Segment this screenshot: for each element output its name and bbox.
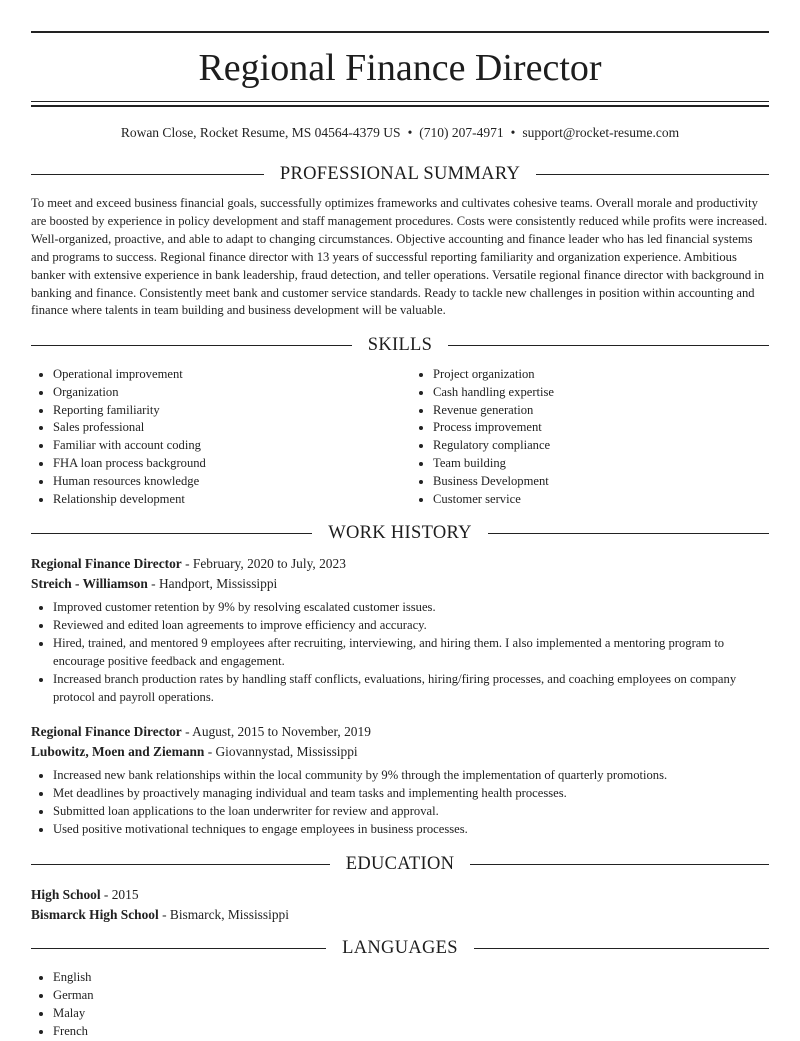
- section-header-education: [31, 853, 769, 875]
- education-year: - 2015: [100, 887, 139, 902]
- skills-column-right: [411, 366, 769, 508]
- contact-phone: (710) 207-4971: [419, 125, 504, 140]
- section-header-skills: [31, 334, 769, 356]
- skill-item: • Process improvement: [433, 419, 769, 437]
- job-bullets: [31, 767, 769, 839]
- section-rule-left: [31, 345, 352, 346]
- top-rule: [31, 31, 769, 33]
- job-bullets: [31, 599, 769, 706]
- languages-list: [31, 969, 94, 1041]
- job-title-line: [31, 722, 769, 742]
- skill-item: • FHA loan process background: [53, 455, 389, 473]
- resume-title: Regional Finance Director: [198, 47, 602, 89]
- skill-item: • Cash handling expertise: [433, 384, 769, 402]
- language-item: • German: [53, 987, 94, 1005]
- skills-list: [31, 366, 769, 508]
- job-location: - Giovannystad, Mississippi: [204, 743, 358, 759]
- section-title-languages: LANGUAGES: [342, 938, 458, 958]
- skill-item: • Organization: [53, 384, 389, 402]
- skill-item: • Regulatory compliance: [433, 437, 769, 455]
- skill-item: • Customer service: [433, 491, 769, 509]
- skill-item: • Project organization: [433, 366, 769, 384]
- section-rule-right: [536, 174, 769, 175]
- job-title: Regional Finance Director: [31, 556, 182, 571]
- job-bullet: • Used positive motivational techniques to engage employees in business processes.: [53, 821, 769, 839]
- skill-item: • Sales professional: [53, 419, 389, 437]
- language-item: • English: [53, 969, 94, 987]
- skill-item: • Relationship development: [53, 491, 389, 509]
- contact-separator: •: [510, 125, 516, 140]
- section-rule-right: [474, 948, 769, 949]
- job-entry: [31, 722, 769, 839]
- skill-item: • Human resources knowledge: [53, 473, 389, 491]
- job-company-line: [31, 574, 769, 594]
- education-location: - Bismarck, Mississippi: [158, 906, 289, 922]
- section-title-work: WORK HISTORY: [328, 523, 472, 543]
- skill-item: • Reporting familiarity: [53, 402, 389, 420]
- skill-item: • Business Development: [433, 473, 769, 491]
- contact-separator: •: [407, 125, 413, 140]
- skill-item: • Revenue generation: [433, 402, 769, 420]
- job-dates: - August, 2015 to November, 2019: [181, 724, 371, 739]
- job-bullet: • Reviewed and edited loan agreements to improve efficiency and accuracy.: [53, 617, 769, 635]
- skill-item: • Familiar with account coding: [53, 437, 389, 455]
- section-header-languages: [31, 937, 769, 959]
- job-bullet: • Improved customer retention by 9% by resolving escalated customer issues.: [53, 599, 769, 617]
- section-rule-right: [488, 533, 769, 534]
- job-company: Lubowitz, Moen and Ziemann: [31, 743, 205, 759]
- contact-email: support@rocket-resume.com: [522, 125, 680, 140]
- section-title-skills: SKILLS: [367, 335, 433, 355]
- job-bullet: • Increased branch production rates by handling staff conflicts, evaluations, hiring/firing processes, and coaching employees on company protocol and payroll operations.: [53, 671, 769, 707]
- section-header-work: [31, 522, 769, 544]
- section-rule-left: [31, 174, 264, 175]
- language-item: • Malay: [53, 1005, 94, 1023]
- job-bullet: • Increased new bank relationships within the local community by 9% through the implementation of quarterly promotions.: [53, 767, 769, 785]
- section-rule-right: [448, 345, 769, 346]
- job-entry: [31, 554, 769, 706]
- education-degree-line: [31, 885, 769, 905]
- education-school: Bismarck High School: [31, 906, 159, 922]
- contact-line: [31, 124, 769, 142]
- job-dates: - February, 2020 to July, 2023: [181, 556, 346, 571]
- education-school-line: [31, 905, 769, 925]
- job-company-line: [31, 742, 769, 762]
- skill-item: • Operational improvement: [53, 366, 389, 384]
- job-bullet: • Submitted loan applications to the loan underwriter for review and approval.: [53, 803, 769, 821]
- job-company: Streich - Williamson: [31, 575, 148, 591]
- section-title-education: EDUCATION: [345, 854, 455, 874]
- summary-text: To meet and exceed business financial goals, successfully optimizes frameworks and cultivates cohesive teams. Overall morale and productivity are boosted by experience in policy development and staff management procedures. Costs were consistently reduced while profits were increased. Well-organized, proactive, and able to adapt to changing circumstances. Objective accounting and finance leader who has led financial systems and programs to success. Regional finance director with 13 years of successful reporting familiarity and organization experience. Ambitious banker with extensive experience in bank leadership, fraud detection, and teller operations. Versatile regional finance director with background in banking and finance. Consistently meet bank and customer service standards. Ready to tackle new challenges in position within accounting and finance where talents in team building and business development will be valuable.: [31, 196, 768, 318]
- education-degree: High School: [31, 887, 101, 902]
- job-bullet: • Met deadlines by proactively managing individual and team tasks and implementing health processes.: [53, 785, 769, 803]
- title-rule-thin: [31, 101, 769, 102]
- section-rule-left: [31, 948, 326, 949]
- job-title: Regional Finance Director: [31, 724, 182, 739]
- title-rule-thick: [31, 105, 769, 107]
- job-location: - Handport, Mississippi: [147, 575, 278, 591]
- education-entry: [31, 885, 769, 924]
- job-title-line: [31, 554, 769, 574]
- section-header-summary: [31, 163, 769, 185]
- contact-address: Rowan Close, Rocket Resume, MS 04564-4379 US: [120, 125, 401, 140]
- section-rule-left: [31, 864, 330, 865]
- skills-column-left: [31, 366, 389, 508]
- job-bullet: • Hired, trained, and mentored 9 employees after recruiting, interviewing, and hiring them. I also implemented a mentoring program to encourage positive feedback and engagement.: [53, 635, 769, 671]
- language-item: • French: [53, 1023, 94, 1041]
- section-rule-right: [470, 864, 769, 865]
- section-title-summary: PROFESSIONAL SUMMARY: [279, 164, 521, 184]
- section-rule-left: [31, 533, 312, 534]
- skill-item: • Team building: [433, 455, 769, 473]
